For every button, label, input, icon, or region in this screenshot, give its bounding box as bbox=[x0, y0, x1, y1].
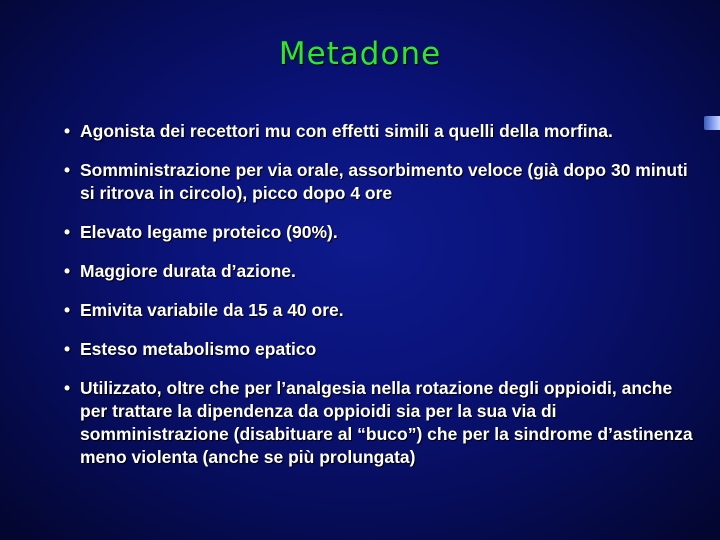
bullet-list bbox=[64, 120, 704, 485]
decorative-bar bbox=[704, 116, 720, 130]
bullet-text: Utilizzato, oltre che per l’analgesia nella rotazione degli oppioidi, anche per trattare la dipendenza da oppioidi sia per la sua via di somministrazione (disabituare al “buco”) che per la sindrome d’astinenza meno violenta (anche se più prolungata) bbox=[80, 378, 693, 467]
bullet-item bbox=[64, 159, 704, 205]
bullet-text: Somministrazione per via orale, assorbimento veloce (già dopo 30 minuti si ritrova in circolo), picco dopo 4 ore bbox=[80, 160, 688, 203]
bullet-text: Emivita variabile da 15 a 40 ore. bbox=[80, 300, 344, 320]
bullet-item bbox=[64, 338, 704, 361]
bullet-text: Elevato legame proteico (90%). bbox=[80, 222, 338, 242]
bullet-dot: • bbox=[64, 300, 71, 320]
bullet-dot: • bbox=[64, 160, 71, 180]
bullet-dot: • bbox=[64, 222, 71, 242]
bullet-dot: • bbox=[64, 339, 71, 359]
bullet-item bbox=[64, 299, 704, 322]
bullet-item bbox=[64, 260, 704, 283]
bullet-dot: • bbox=[64, 378, 71, 398]
bullet-item bbox=[64, 221, 704, 244]
bullet-dot: • bbox=[64, 121, 71, 141]
bullet-item bbox=[64, 120, 704, 143]
bullet-item bbox=[64, 377, 704, 469]
bullet-text: Maggiore durata d’azione. bbox=[80, 261, 296, 281]
bullet-text: Esteso metabolismo epatico bbox=[80, 339, 317, 359]
bullet-dot: • bbox=[64, 261, 71, 281]
slide-title: Metadone bbox=[278, 36, 442, 72]
bullet-text: Agonista dei recettori mu con effetti simili a quelli della morfina. bbox=[80, 121, 613, 141]
